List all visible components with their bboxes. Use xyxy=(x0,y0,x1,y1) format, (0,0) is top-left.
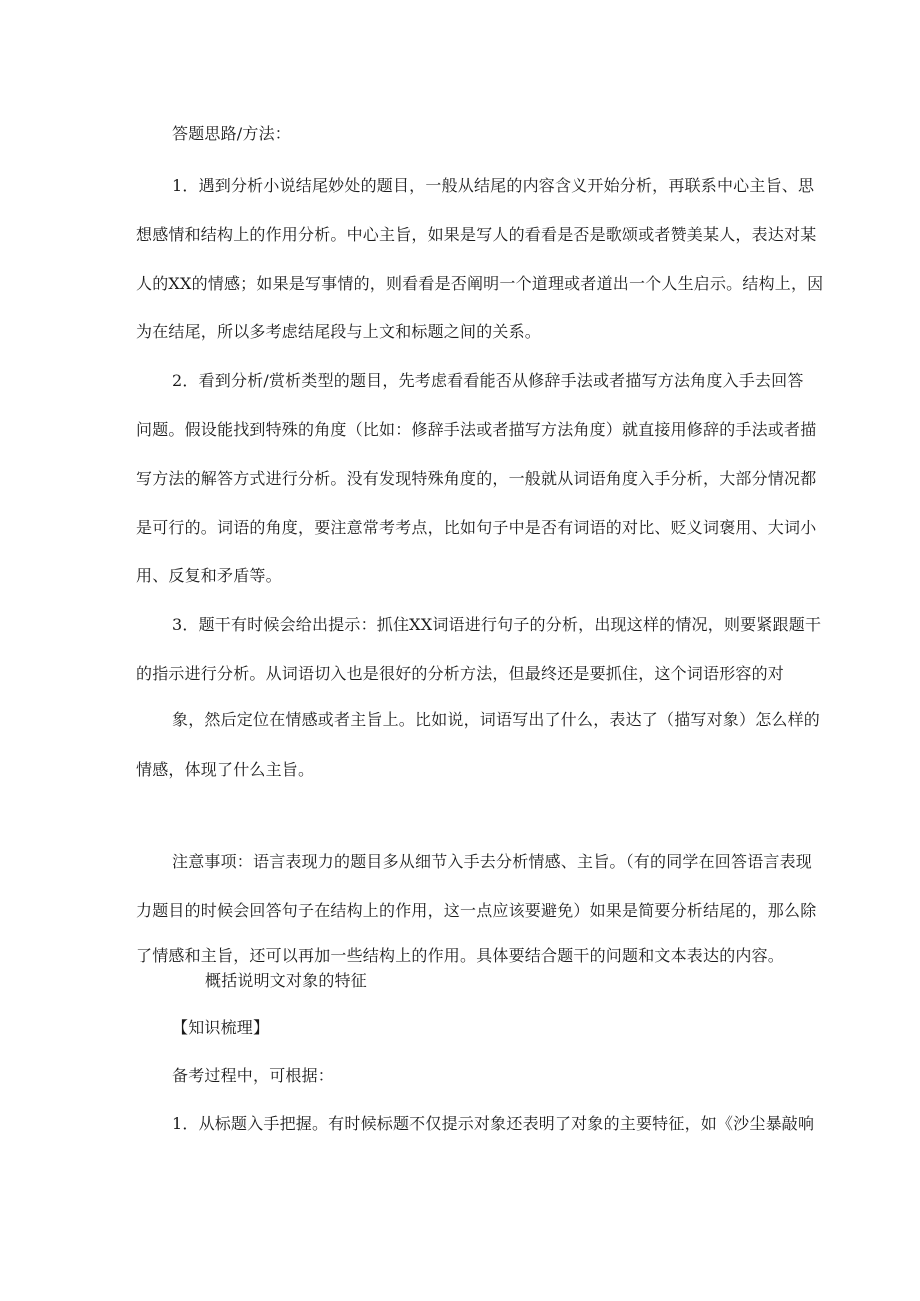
heading-answer-method: 答题思路/方法： xyxy=(172,124,291,143)
paragraph-line: 人的XX的情感；如果是写事情的，则看看是否阐明一个道理或者道出一个人生启示。结构上，因 xyxy=(136,274,824,293)
notes-line: 力题目的时候会回答句子在结构上的作用，这一点应该要避免）如果是简要分析结尾的，那么除 xyxy=(136,901,817,920)
notes-line: 了情感和主旨，还可以再加一些结构上的作用。具体要结合题干的问题和文本表达的内容。 xyxy=(136,946,785,965)
paragraph-line: 用、反复和矛盾等。 xyxy=(136,566,282,585)
paragraph-line: 是可行的。词语的角度，要注意常考考点，比如句子中是否有词语的对比、贬义词褒用、大词小 xyxy=(136,518,817,537)
paragraph-line: 象，然后定位在情感或者主旨上。比如说，词语写出了什么，表达了（描写对象）怎么样的 xyxy=(172,710,821,729)
paragraph-line: 想感情和结构上的作用分析。中心主旨，如果是写人的看看是否是歌颂或者赞美某人，表达对某 xyxy=(136,225,817,244)
paragraph-line: 写方法的解答方式进行分析。没有发现特殊角度的，一般就从词语角度入手分析，大部分情况都 xyxy=(136,469,817,488)
paragraph-line: 的指示进行分析。从词语切入也是很好的分析方法，但最终还是要抓住，这个词语形容的对 xyxy=(136,664,785,683)
knowledge-heading: 【知识梳理】 xyxy=(172,1018,270,1037)
paragraph-line: 1．遇到分析小说结尾妙处的题目，一般从结尾的内容含义开始分析，再联系中心主旨、思 xyxy=(172,176,815,195)
section-subtitle: 概括说明文对象的特征 xyxy=(205,971,368,990)
paragraph-line: 2．看到分析/赏析类型的题目，先考虑看看能否从修辞手法或者描写方法角度入手去回答 xyxy=(172,371,804,390)
notes-line: 注意事项：语言表现力的题目多从细节入手去分析情感、主旨。（有的同学在回答语言表现 xyxy=(172,852,813,871)
paragraph-line: 问题。假设能找到特殊的角度（比如：修辞手法或者描写方法角度）就直接用修辞的手法或者描 xyxy=(136,420,817,439)
paragraph-line: 情感，体现了什么主旨。 xyxy=(136,760,315,779)
paragraph-line: 1．从标题入手把握。有时候标题不仅提示对象还表明了对象的主要特征，如《沙尘暴敲响 xyxy=(172,1114,815,1133)
paragraph-line: 3．题干有时候会给出提示：抓住XX词语进行句子的分析，出现这样的情况，则要紧跟题干 xyxy=(172,615,822,634)
prep-intro: 备考过程中，可根据： xyxy=(172,1066,335,1085)
paragraph-line: 为在结尾，所以多考虑结尾段与上文和标题之间的关系。 xyxy=(136,322,542,341)
